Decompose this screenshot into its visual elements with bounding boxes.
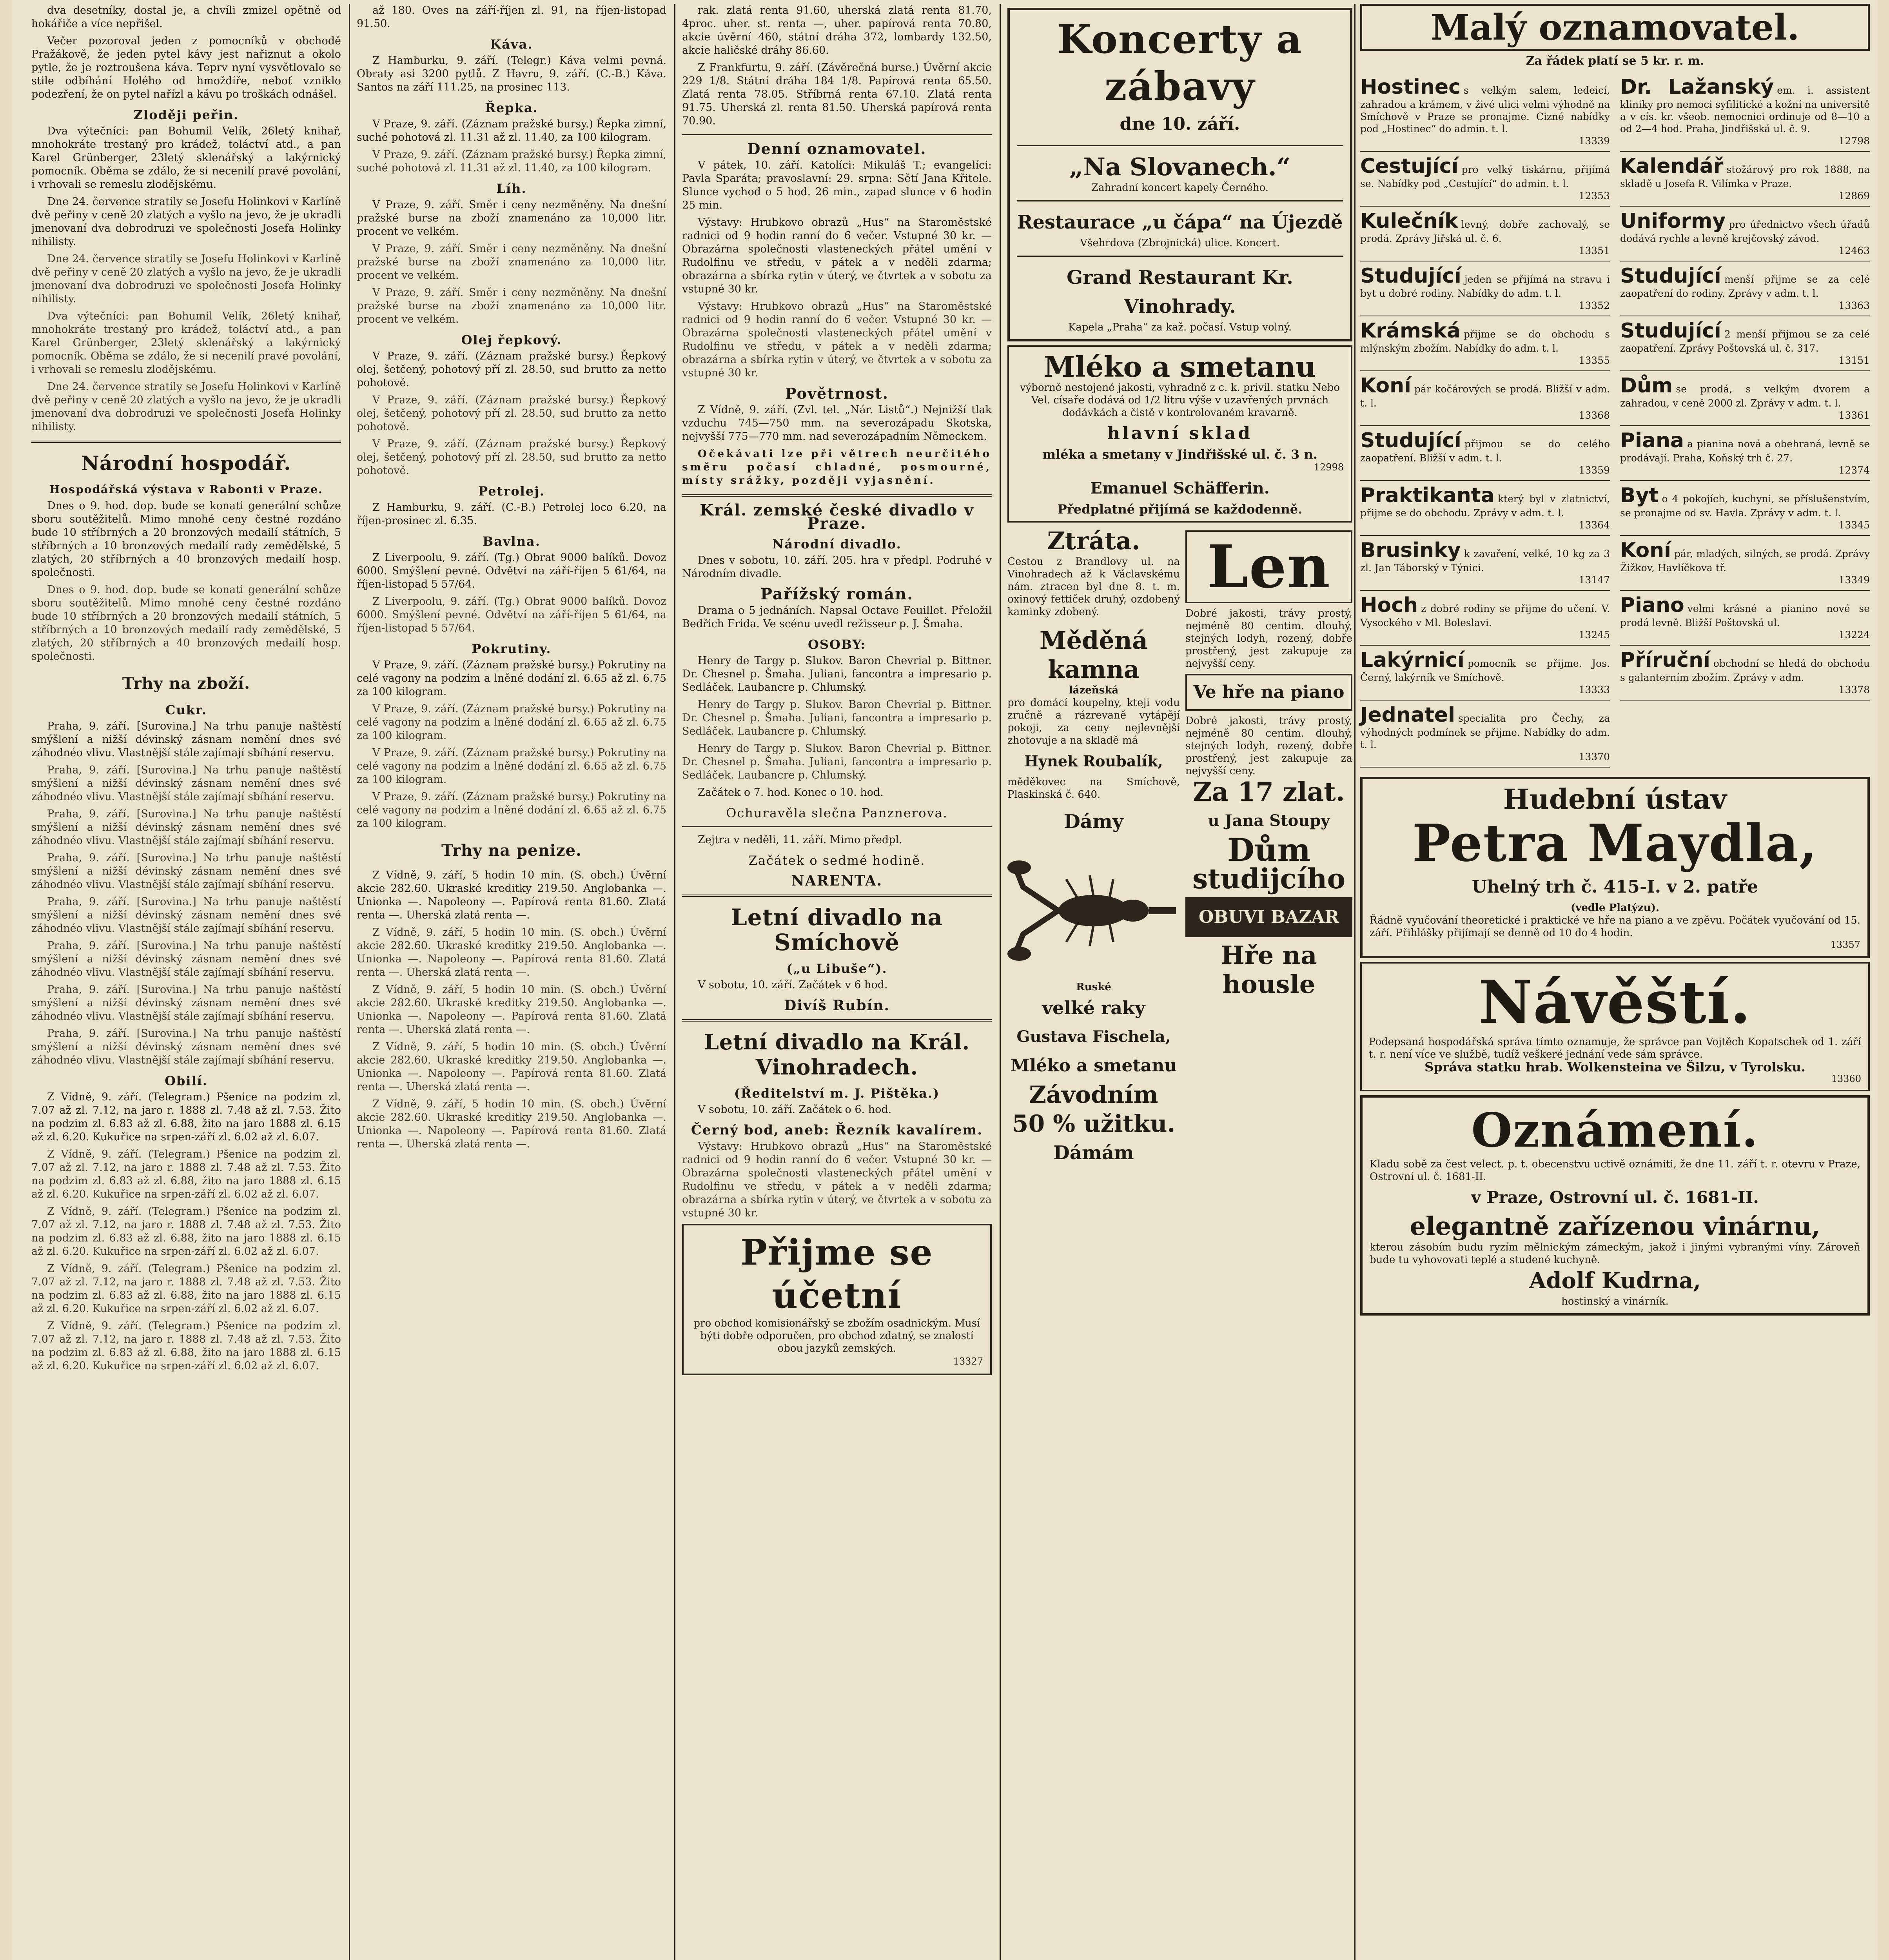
paragraph: Dva výtečníci: pan Bohumil Velík, 26letý knihař, mnohokráte trestaný pro krádež, toláctví atd., a pan Karel Grünberger, 23letý sklenářský a lakýrnický pomocník. Oběma se zdálo, že si necenilí pravé povolání, i vrhovali se remeslu zlodějskému. [31,310,341,376]
ad-koncerty [1007,8,1352,341]
classified-code: 13363 [1838,300,1870,311]
paragraph: Z Liverpoolu, 9. září. (Tg.) Obrat 9000 balíků. Dovoz 6000. Smýšlení pevné. Odvětví na září-říjen 5 61/64, na říjen-listopad 5 57/64. [357,552,666,590]
paragraph: rak. zlatá renta 91.60, uherská zlatá renta 81.70, 4proc. uher. st. renta —, uher. papírová renta 70.80, akcie úvěrní 460, státní dráha 372, lombardy 132.50, akcie haličské dráhy 86.60. [682,4,992,56]
lobster-icon [1007,844,1180,969]
divider [682,494,992,497]
ad-signature: Emanuel Schäfferin. [1090,479,1270,497]
paragraph: Henry de Targy p. Slukov. Baron Chevrial p. Bittner. Dr. Chesnel p. Šmaha. Juliani, fancontra a impresario p. Sedláček. Laubancre p. Chlumský. [682,742,992,781]
ad-subtitle: (vedle Platýzu). [1570,902,1659,914]
ad-title: Mléko a smetanu [1010,1056,1177,1076]
classified-ad [1360,481,1610,536]
classified-text: pár, mladých, silných, se prodá. Zprávy Žižkov, Havlíčkova tř. [1620,548,1870,573]
ad-highlight: elegantně zařízenou vinárnu, [1410,1212,1820,1241]
ad-text: Všehrdova (Zbrojnická) ulice. Koncert. [1080,237,1280,249]
ad-subtitle: hostinský a vinárník. [1561,1296,1669,1307]
ad-title: Dámy [1064,811,1123,833]
paragraph: Začátek o 7. hod. Konec o 10. hod. [698,786,884,799]
paragraph: V Praze, 9. září. (Záznam pražské bursy.) Pokrutiny na celé vagony na podzim a lněné dodání zl. 6.65 až zl. 6.75 za 100 kilogram. [357,791,666,829]
classified-text: obchodní se hledá do obchodu s galanterním zbožím. Zprávy v adm. [1620,658,1870,683]
ad-text: Dobré jakosti, trávy prostý, nejméně 80 centim. dlouhý, stejných lodyh, rozený, dobře prostřený, jest zakupuje za nejvyšší ceny. [1185,715,1352,777]
paragraph: V Praze, 9. září. (Záznam pražské bursy.) Pokrutiny na celé vagony na podzim a lněné dodání zl. 6.65 až zl. 6.75 za 100 kilogram. [357,659,666,698]
play-title: Pařížský román. [760,585,914,603]
classified-text: velmi krásné a pianino nové se prodá levně. Bližší Poštovská ul. [1620,603,1870,628]
ad-code: 13357 [1830,939,1860,950]
ad-venue: Grand Restaurant Kr. Vinohrady. [1067,267,1293,318]
classified-text: em. i. assistent kliniky pro nemoci syfilitické a kožní na universitě a v cís. kr. všeob. nemocnici ordinuje od 8—10 a od 2—4 hod. Praha, Jindřišská ul. č. 9. [1620,85,1870,134]
classified-keyword: Hoch [1360,593,1418,617]
column-rule [1000,4,1001,1960]
classified-text: který byl v zlatnictví, přijme se do obchodu. Zprávy v adm. t. l. [1360,493,1610,519]
divider [682,134,992,135]
paragraph: Praha, 9. září. [Surovina.] Na trhu panuje naštěstí smýšlení a nižší dévinský zásnam nemění dnes své záhodnéo vlivu. Vlastnější stále zajímají sbíhání reservu. [31,984,341,1022]
ad-title: Len [1207,532,1331,601]
theatre-subtitle: (Ředitelství m. J. Pištěka.) [734,1086,940,1101]
divider [682,826,992,827]
article-title: Zloději peřin. [133,107,239,122]
section-title: Trhy na zboží. [122,674,250,693]
paragraph: V Praze, 9. září. (Záznam pražské bursy.) Řepkový olej, šetčený, pohotový pří zl. 28.50, sud brutto za netto pohotově. [357,438,666,477]
ad-subtitle: hlavní sklad [1107,423,1253,443]
paragraph: Z Hamburku, 9. září. (C.-B.) Petrolej loco 6.20, na říjen-prosinec zl. 6.35. [357,501,666,527]
paragraph: Praha, 9. září. [Surovina.] Na trhu panuje naštěstí smýšlení a nižší dévinský zásnam nemění dnes své záhodnéo vlivu. Vlastnější stále zajímají sbíhání reservu. [31,808,341,847]
ad-text: Předplatné přijímá se každodenně. [1057,502,1303,517]
classified-keyword: Koní [1360,374,1411,397]
classified-code: 12798 [1838,135,1870,147]
classified-ad [1360,426,1610,481]
ad-text: Cestou z Brandlovy ul. na Vinohradech až k Václavskému nám. ztracen byl dne 8. t. m. oxinový fettiček druhý, ozdobený kaminky zdobený. [1007,556,1180,618]
paragraph: V sobotu, 10. září. Začátek o 6. hod. [698,1103,892,1116]
ad-title: Ztráta. [1047,526,1140,555]
theatre-title: Král. zemské české divadlo v Praze. [700,501,974,533]
ad-signature: Správa statku hrab. Wolkensteina ve Šilzu, v Tyrolsku. [1424,1060,1806,1074]
paragraph: Z Vídně, 9. září, 5 hodin 10 min. (S. obch.) Úvěrní akcie 282.60. Ukraské kreditky 219.50. Anglobanka —. Unionka —. Napoleony —. Papírová renta 81.60. Zlatá renta —. Uherská zlatá renta —. [357,984,666,1036]
ad-title: Přijme se účetní [740,1232,933,1316]
classified-text: specialita pro Čechy, za výhodných podmínek se přijme. Nabídky do adm. t. l. [1360,713,1610,750]
paragraph: až 180. Oves na září-říjen zl. 91, na říjen-listopad 91.50. [357,4,666,30]
classified-keyword: Praktikanta [1360,484,1495,507]
classified-keyword: Cestující [1360,154,1459,178]
paragraph: V Praze, 9. září. Směr i ceny nezměněny. Na dnešní pražské burse na zboží znamenáno za 10,000 litr. procent ve velkém. [357,287,666,325]
paragraph: Dnes o 9. hod. dop. bude se konati generální schůze sboru soutěžitelů. Mimo mnohé ceny čestné rozdáno bude 10 stříbrných a 20 bronzových medailí státních, 5 stříbrných a 10 bronzových medailí rady zemědělské, 5 zlatých, 20 stříbrných a 40 bronzových medailí hosp. společnosti. [31,500,341,579]
article-title: Povětrnost. [785,385,889,402]
paragraph: Dnes o 9. hod. dop. bude se konati generální schůze sboru soutěžitelů. Mimo mnohé ceny čestné rozdáno bude 10 stříbrných a 20 bronzových medailí státních, 5 stříbrných a 10 bronzových medailí rady zemědělské, 5 zlatých, 20 stříbrných a 40 bronzových medailí hosp. společnosti. [31,584,341,662]
classified-code: 13245 [1579,629,1610,641]
classified-code: 12353 [1579,190,1610,201]
classified-keyword: Studující [1620,264,1721,288]
column-2 [357,4,666,1960]
play-title: Divíš Rubín. [784,997,890,1014]
ad-address: mléka a smetany v Jindřišské ul. č. 3 n. [1042,447,1317,462]
classified-text: pomocník se přijme. Jos. Černý, lakýrník ve Smíchově. [1360,658,1610,683]
theatre-title: Letní divadlo na Král. Vinohradech. [704,1029,970,1080]
article-title: Petrolej. [478,484,545,499]
ad-len-box [1185,530,1352,603]
paragraph: Z Vídně, 9. září. (Zvl. tel. „Nár. Listů“.) Nejnižší tlak vzduchu 745—750 mm. na severozápadu Skotska, nejvyšší 775—770 mm. nad severozápadním Německem. [682,404,992,443]
classified-text: pár kočárových se prodá. Bližší v adm. t. l. [1360,383,1610,409]
paragraph: Z Vídně, 9. září. (Telegram.) Pšenice na podzim zl. 7.07 až zl. 7.12, na jaro r. 1888 zl. 7.48 až zl. 7.53. Žito na podzim zl. 6.83 až zl. 6.88, žito na jaro 1888 zl. 6.15 až zl. 6.20. Kukuřice na srpen-září zl. 6.02 až zl. 6.07. [31,1205,341,1258]
divider [1017,256,1343,257]
classifieds-title: Malý oznamovatel. [1360,4,1870,51]
classified-keyword: Piano [1620,593,1684,617]
classified-text: s velkým salem, ledeicí, zahradou a krámem, v živé ulici velmi výhodně na Smíchově v Praze se pronajme. Cizné nabídky pod „Hostinec“ do admin. t. l. [1360,85,1610,134]
classified-ad [1620,591,1870,646]
ad-address: v Praze, Ostrovní ul. č. 1681-II. [1471,1188,1759,1207]
article-title: Pokrutiny. [472,641,552,656]
classified-ad [1620,152,1870,207]
classified-keyword: Kulečník [1360,209,1458,233]
ad-text: Podepsaná hospodářská správa tímto oznamuje, že správce pan Vojtěch Kopatschek od 1. září t. r. není více ve službě, tudíž veškeré jednání vede sám správce. [1369,1036,1861,1060]
classified-code: 13352 [1579,300,1610,311]
paragraph: Výstavy: Hrubkovo obrazů „Hus“ na Staroměstské radnici od 9 hodin ranní do 6 večer. Vstupné 30 kr. — Obrazárna společnosti vlasteneckých přátel umění v Rudolfinu ve středu, v pátek a v neděli zdarma; obrazárna a sbírka rytin v úterý, ve čtvrtek a v sobotu za vstupné 30 kr. [682,1140,992,1219]
classified-text: levný, dobře zachovalý, se prodá. Zprávy Jiřská ul. č. 6. [1360,219,1610,244]
ad-code: 13327 [953,1356,983,1367]
paragraph: Z Vídně, 9. září. (Telegram.) Pšenice na podzim zl. 7.07 až zl. 7.12, na jaro r. 1888 zl. 7.48 až zl. 7.53. Žito na podzim zl. 6.83 až zl. 6.88, žito na jaro 1888 zl. 6.15 až zl. 6.20. Kukuřice na srpen-září zl. 6.02 až zl. 6.07. [31,1148,341,1200]
classified-code: 13147 [1579,574,1610,586]
ad-title: Ve hře na piano [1193,682,1345,702]
ad-title: OBUVI BAZAR [1198,907,1339,927]
classified-keyword: Příruční [1620,648,1710,672]
classified-code: 13333 [1579,684,1610,695]
paragraph: Praha, 9. září. [Surovina.] Na trhu panuje naštěstí smýšlení a nižší dévinský zásnam nemění dnes své záhodnéo vlivu. Vlastnější stále zajímají sbíhání reservu. [31,852,341,891]
paragraph: Dne 24. července stratily se Josefu Holinkovi v Karlíně dvě peřiny v ceně 20 zlatých a vyšlo na jevo, že je ukradli jmenovaní dva dobrodruzi ve společnosti Josefa Holinky nihilisty. [31,253,341,305]
classified-text: pro úřednictvo všech úřadů dodává rychle a levně krejčovský závod. [1620,219,1870,244]
paragraph: Z Vídně, 9. září, 5 hodin 10 min. (S. obch.) Úvěrní akcie 282.60. Ukraské kreditky 219.50. Anglobanka —. Unionka —. Napoleony —. Papírová renta 81.60. Zlatá renta —. Uherská zlatá renta —. [357,869,666,921]
ad-len [1185,526,1352,1167]
paragraph: Henry de Targy p. Slukov. Baron Chevrial p. Bittner. Dr. Chesnel p. Šmaha. Juliani, fancontra a impresario p. Sedláček. Laubancre p. Chlumský. [682,655,992,693]
classified-ad [1360,371,1610,426]
paragraph: V Praze, 9. září. Směr i ceny nezměněny. Na dnešní pražské burse na zboží znamenáno za 10,000 litr. procent ve velkém. [357,243,666,281]
paragraph: Z Vídně, 9. září. (Telegram.) Pšenice na podzim zl. 7.07 až zl. 7.12, na jaro r. 1888 zl. 7.48 až zl. 7.53. Žito na podzim zl. 6.83 až zl. 6.88, žito na jaro 1888 zl. 6.15 až zl. 6.20. Kukuřice na srpen-září zl. 6.02 až zl. 6.07. [31,1091,341,1143]
divider [31,441,341,443]
ad-bazar [1185,897,1352,937]
classified-ad [1360,207,1610,261]
paragraph: V Praze, 9. září. (Záznam pražské bursy.) Řepka zimní, suché pohotová zl. 11.31 až zl. 11.40, za 100 kilogram. [357,149,666,174]
ad-row [1007,526,1352,1167]
classified-keyword: Dům [1620,374,1673,397]
classified-text: 2 menší přijmou se za celé zaopatření. Zprávy Poštovská ul. č. 317. [1620,328,1870,354]
ad-subtitle: Ruské [1076,981,1111,993]
ad-text: pro obchod komisionářský se zbožím osadnickým. Musí býti dobře odporučen, pro obchod zdatný, se znalostí obou jazyků zemských. [693,1318,980,1354]
paragraph: V Praze, 9. září. Směr i ceny nezměněny. Na dnešní pražské burse na zboží znamenáno za 10,000 litr. procent ve velkém. [357,199,666,238]
classified-code: 12869 [1838,190,1870,201]
classified-keyword: Hostinec [1360,75,1461,99]
classified-ad [1620,426,1870,481]
divider [682,895,992,897]
article-title: Bavlna. [483,534,541,549]
ad-title: velké raky [1042,997,1145,1018]
paragraph: V Praze, 9. září. (Záznam pražské bursy.) Pokrutiny na celé vagony na podzim a lněné dodání zl. 6.65 až zl. 6.75 za 100 kilogram. [357,703,666,742]
paragraph: Praha, 9. září. [Surovina.] Na trhu panuje naštěstí smýšlení a nižší dévinský zásnam nemění dnes své záhodnéo vlivu. Vlastnější stále zajímají sbíhání reservu. [31,1027,341,1066]
ad-oznameni [1360,1095,1870,1316]
paragraph: Z Liverpoolu, 9. září. (Tg.) Obrat 9000 balíků. Dovoz 6000. Smýšlení pevné. Odvětví na září-říjen 5 61/64, na říjen-listopad 5 57/64. [357,595,666,634]
column-rule [674,4,675,1960]
classified-code: 13368 [1579,410,1610,421]
ad-text: Kladu sobě za čest velect. p. t. obecenstvu uctivě oznámiti, že dne 11. září t. r. otevru v Praze, Ostrovní ul. č. 1681-II. [1370,1158,1860,1183]
article-title: Hospodářská výstava v Rabonti v Praze. [49,483,323,496]
classified-ad [1360,316,1610,371]
ad-title: Koncerty a zábavy [1057,16,1303,109]
paragraph: Dne 24. července stratily se Josefu Holinkovi v Karlíně dvě peřiny v ceně 20 zlatých a vyšlo na jevo, že je ukradli jmenovaní dva dobrodruzi ve společnosti Josefa Holinky nihilisty. [31,196,341,248]
section-title: Trhy na penize. [441,841,582,860]
classified-code: 13378 [1838,684,1870,695]
classifieds-subtitle: Za řádek platí se 5 kr. r. m. [1526,54,1704,68]
classified-keyword: Uniformy [1620,209,1726,233]
article-title: Cukr. [165,702,207,717]
classified-text: o 4 pokojích, kuchyni, se příslušenstvím, se pronajme od sv. Havla. Zprávy v adm. t. l. [1620,493,1870,519]
paragraph: V Praze, 9. září. (Záznam pražské bursy.) Pokrutiny na celé vagony na podzim a lněné dodání zl. 6.65 až zl. 6.75 za 100 kilogram. [357,747,666,786]
ad-title: Závodním [1029,1081,1158,1109]
newspaper-page [12,0,1878,1960]
paragraph: V sobotu, 10. září. Začátek v 6 hod. [698,979,888,991]
ad-title: studijcího [1192,862,1346,895]
ad-prijme-ucetni [682,1224,992,1375]
classified-text: z dobré rodiny se přijme do učení. V. Vysockého v Ml. Boleslavi. [1360,603,1610,628]
classified-keyword: Piana [1620,429,1684,452]
paragraph: Zejtra v neděli, 11. září. Mimo předpl. [698,834,902,846]
paragraph: Z Vídně, 9. září, 5 hodin 10 min. (S. obch.) Úvěrní akcie 282.60. Ukraské kreditky 219.50. Anglobanka —. Unionka —. Napoleony —. Papírová renta 81.60. Zlatá renta —. Uherská zlatá renta —. [357,1098,666,1150]
ad-title: Petra Maydla, [1412,813,1818,873]
paragraph: Z Vídně, 9. září, 5 hodin 10 min. (S. obch.) Úvěrní akcie 282.60. Ukraské kreditky 219.50. Anglobanka —. Unionka —. Napoleony —. Papírová renta 81.60. Zlatá renta —. Uherská zlatá renta —. [357,1041,666,1093]
classified-code: 13370 [1579,751,1610,762]
classified-text: a pianina nová a obehraná, levně se prodávají. Praha, Koňský trh č. 27. [1620,438,1870,464]
paragraph: Drama o 5 jednáních. Napsal Octave Feuillet. Přeložil Bedřich Frida. Ve scénu uvedl režisseur p. J. Šmaha. [682,604,992,630]
ad-title: Za 17 zlat. [1193,777,1345,807]
ad-venue: „Na Slovanech.“ [1069,152,1291,181]
paragraph: V Praze, 9. září. (Záznam pražské bursy.) Řepka zimní, suché pohotová zl. 11.31 až zl. 11.40, za 100 kilogram. [357,118,666,143]
ad-signature: Hynek Roubalík, [1024,752,1163,770]
section-title: Národní hospodář. [81,452,291,475]
classified-keyword: Byt [1620,484,1659,507]
column-1 [31,4,341,1960]
theatre-subtitle: Národní divadlo. [772,537,902,552]
ad-text: pro domácí koupelny, kteji vodu zručně a rázrevaně vytápějí pokoji, za ceny nejlevnější zhotovuje a na skladě má [1007,697,1180,746]
ad-text: Dobré jakosti, trávy prostý, nejméně 80 centim. dlouhý, stejných lodyh, rozený, dobře prostřený, jest zakupuje za nejvyšší ceny. [1185,608,1352,670]
paragraph: Praha, 9. září. [Surovina.] Na trhu panuje naštěstí smýšlení a nižší dévinský zásnam nemění dnes své záhodnéo vlivu. Vlastnější stále zajímají sbíhání reservu. [31,940,341,978]
divider [1017,200,1343,201]
notice: Začátek o sedmé hodině. [748,853,925,868]
classified-keyword: Jednatel [1360,703,1455,727]
paragraph: Z Vídně, 9. září. (Telegram.) Pšenice na podzim zl. 7.07 až zl. 7.12, na jaro r. 1888 zl. 7.48 až zl. 7.53. Žito na podzim zl. 6.83 až zl. 6.88, žito na jaro 1888 zl. 6.15 až zl. 6.20. Kukuřice na srpen-září zl. 6.02 až zl. 6.07. [31,1263,341,1315]
paragraph: V pátek, 10. září. Katolíci: Mikuláš T.; evangelíci: Pavla Sparáta; pravoslavní: 29. srpna: Sětí Jana Křitele. Slunce vychod o 5 hod. 26 min., zapad slunce v 6 hodin 25 min. [682,159,992,211]
ad-piano-box [1185,674,1352,711]
classified-keyword: Studující [1360,429,1461,452]
ad-code: 12998 [1314,462,1344,473]
ad-title: Měděná kamna [1039,626,1148,684]
classified-code: 13351 [1579,245,1610,256]
classified-ad [1360,701,1610,768]
classified-ad [1620,316,1870,371]
classified-keyword: Brusinky [1360,539,1461,562]
article-title: Denní oznamovatel. [747,140,927,158]
paragraph: Z Vídně, 9. září, 5 hodin 10 min. (S. obch.) Úvěrní akcie 282.60. Ukraské kreditky 219.50. Anglobanka —. Unionka —. Napoleony —. Papírová renta 81.60. Zlatá renta —. Uherská zlatá renta —. [357,926,666,978]
ad-text: Zahradní koncert kapely Černého. [1091,182,1269,194]
classified-code: 12374 [1838,465,1870,476]
paragraph: Henry de Targy p. Slukov. Baron Chevrial p. Bittner. Dr. Chesnel p. Šmaha. Juliani, fancontra a impresario p. Sedláček. Laubancre p. Chlumský. [682,699,992,737]
classified-ad [1360,152,1610,207]
classified-keyword: Dr. Lažanský [1620,75,1774,99]
classified-text: k zavaření, velké, 10 kg za 3 zl. Jan Táborský v Týnici. [1360,548,1610,573]
paragraph: V Praze, 9. září. (Záznam pražské bursy.) Řepkový olej, šetčený, pohotový pří zl. 28.50, sud brutto za netto pohotově. [357,350,666,389]
article-title: Olej řepkový. [461,332,562,347]
article-title: Káva. [490,37,533,52]
paragraph: Z Hamburku, 9. září. (Telegr.) Káva velmi pevná. Obraty asi 3200 pytlů. Z Havru, 9. září. (C.-B.) Káva. Santos na září 111.25, na prosinec 113. [357,54,666,93]
paragraph: Dva výtečníci: pan Bohumil Velík, 26letý knihař, mnohokráte trestaný pro krádež, toláctví atd., a pan Karel Grünberger, 23letý sklenářský a lakýrnický pomocník. Oběma se zdálo, že si necenilí pravé povolání, i vrhovali se remeslu zlodějskému. [31,125,341,191]
column-rule [349,4,350,1960]
classified-code: 13361 [1838,410,1870,421]
classified-ad [1360,261,1610,316]
play-title: Černý bod, aneb: Řezník kavalírem. [691,1122,983,1138]
classified-keyword: Koní [1620,539,1671,562]
paragraph: Výstavy: Hrubkovo obrazů „Hus“ na Staroměstské radnici od 9 hodin ranní do 6 večer. Vstupné 30 kr. — Obrazárna společnosti vlasteneckých přátel umění v Rudolfinu ve středu, v pátek a v neděli zdarma; obrazárna a sbírka rytin v úterý, ve čtvrtek a v sobotu za vstupné 30 kr. [682,216,992,295]
ad-venue: Restaurace „u čápa“ na Újezdě [1017,211,1343,233]
classified-ad [1620,73,1870,152]
classified-code: 12463 [1838,245,1870,256]
ad-signature: Adolf Kudrna, [1529,1268,1701,1294]
ad-title: Návěští. [1479,968,1751,1037]
ad-title: 50 % užitku. [1012,1110,1176,1138]
classified-code: 13224 [1838,629,1870,641]
ad-ztrata [1007,526,1180,1167]
classified-ad [1620,646,1870,701]
article-title: Řepka. [485,100,538,115]
classified-text: jeden se přijímá na stravu i byt u dobré rodiny. Nabídky do adm. t. l. [1360,274,1610,299]
paragraph: Z Vídně, 9. září. (Telegram.) Pšenice na podzim zl. 7.07 až zl. 7.12, na jaro r. 1888 zl. 7.48 až zl. 7.53. Žito na podzim zl. 6.83 až zl. 6.88, žito na jaro 1888 zl. 6.15 až zl. 6.20. Kukuřice na srpen-září zl. 6.02 až zl. 6.07. [31,1320,341,1372]
classified-ad [1360,73,1610,152]
cast-heading: OSOBY: [807,637,866,652]
classified-text: menší přijme se za celé zaopatření do rodiny. Zprávy v adm. t. l. [1620,274,1870,299]
classified-keyword: Kalendář [1620,154,1724,178]
paragraph: Výstavy: Hrubkovo obrazů „Hus“ na Staroměstské radnici od 9 hodin ranní do 6 večer. Vstupné 30 kr. — Obrazárna společnosti vlasteneckých přátel umění v Rudolfinu ve středu, v pátek a v neděli zdarma; obrazárna a sbírka rytin v úterý, ve čtvrtek a v sobotu za vstupné 30 kr. [682,300,992,379]
ad-subtitle: lázeňská [1069,684,1119,696]
classified-ad [1620,536,1870,591]
play-title: NARENTA. [791,873,883,889]
paragraph: dva desetníky, dostal je, a chvíli zmizel opětně od hokářiče a více nepřišel. [31,4,341,30]
paragraph: Večer pozoroval jeden z pomocníků v obchodě Pražákově, že jeden pytel kávy jest nařiznut a okolo pytle, že je roztroušena káva. Teprv nyní vysvětlovalo se stile odbíhání Holého od hmoždíře, neboť vzniklo podezření, že on pytel nařízl a kávu po troškách odnášel. [31,35,341,100]
ad-title: u Jana Stoupy [1208,811,1330,830]
classified-ad [1360,536,1610,591]
classified-code: 13151 [1838,355,1870,366]
article-title: Líh. [496,181,527,196]
paragraph: Dne 24. července stratily se Josefu Holinkovi v Karlíně dvě peřiny v ceně 20 zlatých a vyšlo na jevo, že je ukradli jmenovaní dva dobrodruzi ve společnosti Josefa Holinky nihilisty. [31,381,341,433]
classified-code: 13339 [1579,135,1610,147]
classified-keyword: Studující [1620,319,1721,343]
paragraph: Dnes v sobotu, 10. září. 205. hra v předpl. Podruhé v Národním divadle. [682,554,992,580]
ad-title: Hře na housle [1221,941,1317,999]
classified-text: pro velký tiskárnu, přijímá se. Nabídky pod „Cestující“ do admin. t. l. [1360,164,1610,189]
ad-title: Dámám [1053,1142,1134,1164]
notice: Ochuravěla slečna Panznerova. [726,806,948,820]
ad-signature: Gustava Fischela, [1016,1027,1171,1046]
divider [1017,145,1343,146]
classified-text: přijmou se do celého zaopatření. Bližší v adm. t. l. [1360,438,1610,464]
ad-text: kterou zásobím budu ryzím mělnickým zámeckým, jakož i jinými vybranými víny. Zároveň bude tu vyhovovati teplé a studené kuchyně. [1370,1241,1860,1266]
classified-ad [1620,481,1870,536]
ad-text: Kapela „Praha“ za kaž. počasí. Vstup volný. [1068,321,1292,333]
classified-text: stožárový pro rok 1888, na skladě u Josefa R. Vilímka v Praze. [1620,164,1870,189]
classified-code: 13349 [1838,574,1870,586]
column-4-ads [1007,4,1352,1960]
ad-title: Oznámení. [1471,1103,1759,1158]
ad-text: výborně nestojené jakosti, vyhradně z c. k. privil. statku Nebo Vel. císaře dodává od 1/2 litru výše v uzavřených prvnách dodávkách a čistě v kontrolovaném kravarně. [1020,382,1340,419]
ad-date: dne 10. září. [1120,114,1240,134]
paragraph: Praha, 9. září. [Surovina.] Na trhu panuje naštěstí smýšlení a nižší dévinský zásnam nemění dnes své záhodnéo vlivu. Vlastnější stále zajímají sbíhání reservu. [31,896,341,935]
column-rule [1354,4,1356,1960]
classified-text: se prodá, s velkým dvorem a zahradou, v ceně 2000 zl. Zprávy v adm. t. l. [1620,383,1870,409]
ad-address: Uhelný trh č. 415-I. v 2. patře [1472,877,1758,897]
article-title: Obilí. [165,1073,208,1088]
classified-ad [1620,207,1870,261]
classified-code: 13359 [1579,465,1610,476]
classified-keyword: Lakýrnicí [1360,648,1464,672]
classified-ad [1360,591,1610,646]
ad-title: Mléko a smetanu [1043,350,1316,383]
paragraph: V Praze, 9. září. (Záznam pražské bursy.) Řepkový olej, šetčený, pohotový pří zl. 28.50, sud brutto za netto pohotově. [357,394,666,433]
theatre-subtitle: („u Libuše“). [786,961,887,976]
classifieds-grid [1360,73,1870,768]
classified-ad [1620,371,1870,426]
classified-ad [1360,646,1610,701]
classifieds-column [1360,4,1870,1319]
classified-keyword: Krámská [1360,319,1461,343]
paragraph: Praha, 9. září. [Surovina.] Na trhu panuje naštěstí smýšlení a nižší dévinský zásnam nemění dnes své záhodnéo vlivu. Vlastnější stále zajímají sbíhání reservu. [31,764,341,803]
ad-title: Dům [1227,831,1311,868]
classified-keyword: Studující [1360,264,1461,288]
theatre-title: Letní divadlo na Smíchově [731,904,943,956]
ad-title: Hudební ústav [1503,783,1727,815]
ad-text: Řádně vyučování theoretické i praktické ve hře na piano a ve zpěvu. Počátek vyučování od 15. září. Přihlášky přijímají se denně od 10 do 4 hodin. [1370,915,1860,939]
ad-code: 13360 [1831,1073,1861,1084]
classified-text: přijme se do obchodu s mlýnským zbožím. Nabídky do adm. t. l. [1360,328,1610,354]
ad-mleko [1007,345,1352,523]
paragraph: Očekávati lze při větrech neurčitého směru počasí chladné, posmourné, místy srážky, později vyjasnění. [682,448,992,486]
ad-text: měděkovec na Smíchově, Plaskinská č. 640. [1007,776,1180,800]
divider [682,1019,992,1022]
paragraph: Z Frankfurtu, 9. září. (Závěrečná burse.) Úvěrní akcie 229 1/8. Státní dráha 184 1/8. Papírová renta 65.50. Zlatá renta 78.05. Stříbrná renta 67.10. Zlatá renta 91.75. Uherská zl. renta 81.50. Uherská papírová renta 70.90. [682,62,992,127]
classified-ad [1620,261,1870,316]
paragraph: Praha, 9. září. [Surovina.] Na trhu panuje naštěstí smýšlení a nižší dévinský zásnam nemění dnes své záhodnéo vlivu. Vlastnější stále zajímají sbíhání reservu. [31,720,341,759]
classified-code: 13364 [1579,519,1610,531]
classified-code: 13345 [1838,519,1870,531]
ad-mayda [1360,777,1870,958]
classified-code: 13355 [1579,355,1610,366]
ad-navesti [1360,962,1870,1091]
column-3 [682,4,992,1960]
